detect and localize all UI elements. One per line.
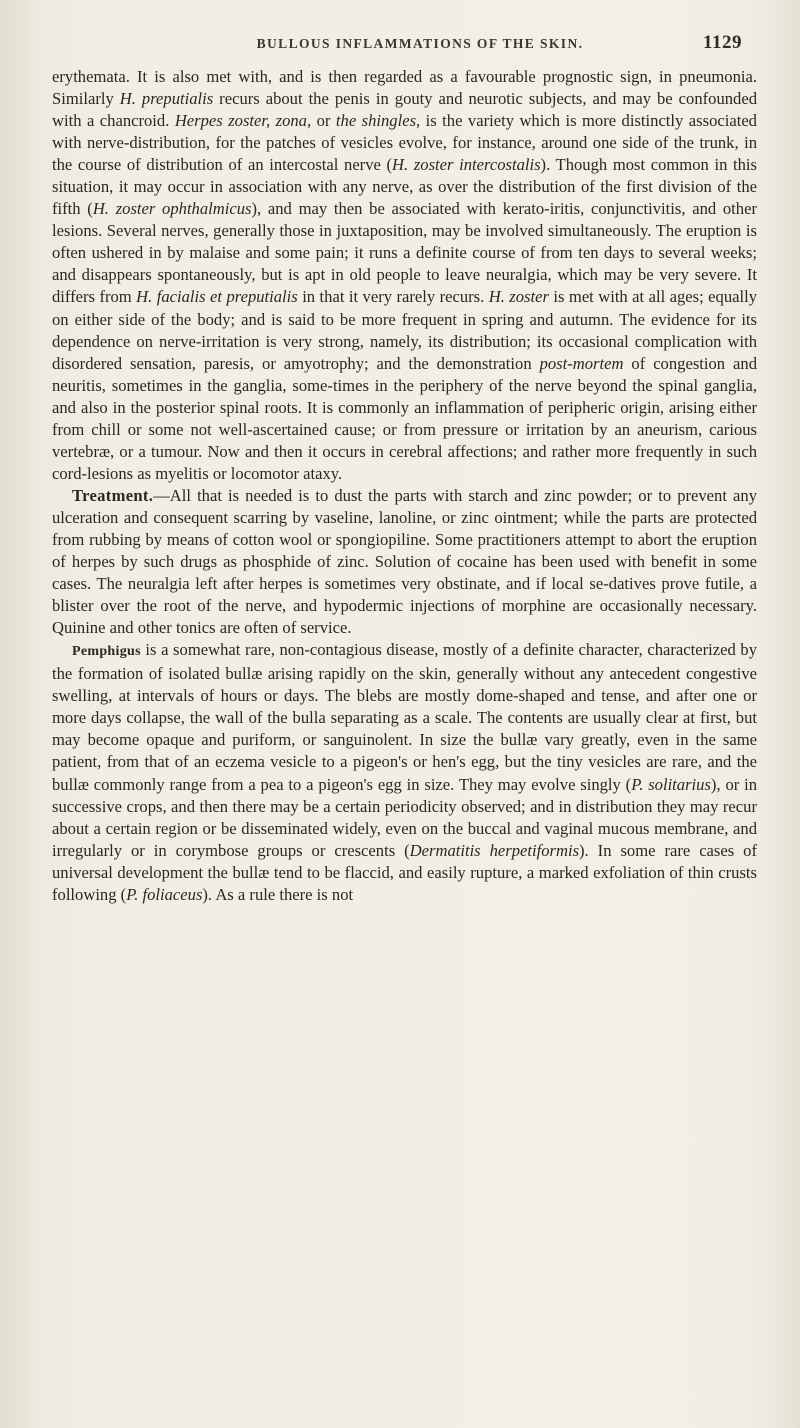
text-span: is the variety which is more distinctly associated with nerve-distribution, for the patches of vesicles evolve, for instance, around one side of the trunk, in the course of distribution of an intercostal nerve ( <box>52 111 757 175</box>
italic-term: P. foliaceus <box>126 884 203 904</box>
text-span: is a somewhat rare, non-contagious disease, mostly of a definite character, characterized by the formation of isolated bullæ arising rapidly on the skin, generally without any antecedent congestive swelling, at intervals of hours or days. The blebs are mostly dome-shaped and tense, and after one or more days collapse, the wall of the bulla separating as a scale. The contents are usually clear at first, but may become opaque and puriform, or sanguinolent. In size the bullæ vary greatly, even in the same patient, from that of an eczema vesicle to a pigeon's or hen's egg, but the tiny vesicles are rare, and the bullæ commonly range from a pea to a pigeon's egg in size. They may evolve singly ( <box>52 640 757 794</box>
text-span: ), or in successive crops, and then there may be a certain periodicity observed; and in distribution they may recur about a certain region or be disseminated widely, even on the buccal and vaginal mucous membrane, and irregularly or in corymbose groups or crescents ( <box>52 774 758 860</box>
text-span: or <box>311 111 336 131</box>
page-number: 1129 <box>703 32 742 53</box>
text-span: erythemata. It is also met with, and is then regarded as a favourable prognostic sign, in pneumonia. Similarly <box>52 67 757 109</box>
text-span: ). Though most common in this situation, it may occur in association with any nerve, as over the distribution of the first division of the fifth ( <box>52 155 757 219</box>
italic-term: H. zoster <box>488 287 549 307</box>
paragraph-pemphigus <box>52 639 757 906</box>
italic-term: P. solitarius <box>631 774 711 794</box>
text-span: is met with at all ages; equally on either side of the body; and is said to be more frequent in spring and autumn. The evidence for its dependence on nerve-irritation is very strong, namely, its distribution; its occasional complication with disordered sensation, paresis, or amyotrophy; and the demonstration <box>52 287 757 373</box>
italic-term: Dermatitis herpetiformis <box>409 840 580 860</box>
text-span: in that it very rarely recurs. <box>297 287 489 307</box>
italic-term: H. zoster ophthalmicus <box>92 199 252 219</box>
text-span: of congestion and neuritis, sometimes in the ganglia, some-times in the periphery of the nerve beyond the spinal ganglia, and also in the posterior spinal roots. It is commonly an inflammation of peripheric origin, arising either from chill or some not well-ascertained cause; or from pressure or irritation by an aneurism, carious vertebræ, or a tumour. Now and then it occurs in cerebral affections; and rather more frequently in such cord-lesions as myelitis or locomotor ataxy. <box>52 353 757 483</box>
paragraph-treatment <box>52 485 757 639</box>
text-span: ). In some rare cases of universal development the bullæ tend to be flaccid, and easily rupture, a marked exfoliation of thin crusts following ( <box>52 840 757 904</box>
pemphigus-heading: Pemphigus <box>72 644 141 660</box>
treatment-heading: Treatment. <box>72 485 154 505</box>
italic-term: the shingles, <box>335 111 421 131</box>
text-span: recurs about the penis in gouty and neurotic subjects, and may be confounded with a chancroid. <box>52 89 757 131</box>
italic-term: H. facialis et preputialis <box>136 287 298 307</box>
italic-term: post-mortem <box>539 353 624 373</box>
italic-term: H. zoster intercostalis <box>392 155 541 175</box>
text-span: —All that is needed is to dust the parts with starch and zinc powder; or to prevent any ulceration and consequent scarring by vaseline, lanoline, or zinc ointment; while the parts are protected from rubbing by means of cotton wool or spongiopiline. Some practitioners attempt to abort the eruption of herpes by such drugs as phosphide of zinc. Solution of cocaine has been used with benefit in some cases. The neuralgia left after herpes is sometimes very obstinate, and if local se-datives prove futile, a blister over the root of the nerve, and hypodermic injections of morphine are occasionally necessary. Quinine and other tonics are often of service. <box>52 485 757 638</box>
text-span: ). As a rule there is not <box>202 884 354 904</box>
body-text <box>52 66 757 906</box>
paragraph-herpes <box>52 66 757 485</box>
running-head <box>0 32 800 60</box>
running-title: BULLOUS INFLAMMATIONS OF THE SKIN. <box>256 36 584 51</box>
italic-term: H. preputialis <box>119 89 214 109</box>
text-span: ), and may then be associated with kerato-iritis, conjunctivitis, and other lesions. Several nerves, generally those in juxtaposition, may be involved simultaneously. The eruption is often ushered in by malaise and some pain; it runs a definite course of from ten days to several weeks; and disappears spontaneously, but is apt in old people to leave neuralgia, which may be very severe. It differs from <box>52 199 757 307</box>
italic-term: Herpes zoster, zona, <box>174 111 312 131</box>
